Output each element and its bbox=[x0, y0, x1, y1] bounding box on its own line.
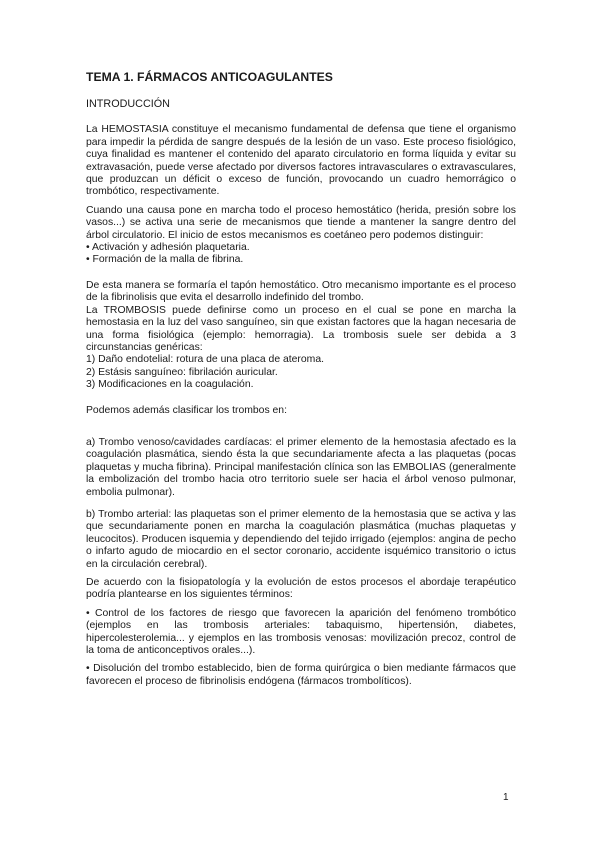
paragraph-trombo-arterial: b) Trombo arterial: las plaquetas son el primer elemento de la hemostasia que se activa y las que secundariamente ponen en marcha la coagulación plasmática (muchas plaquetas y leucocitos). Producen isquemia y dependiendo del tejido irrigado (ejemplos: angina de pecho o infarto agudo de miocardio en el sector coronario, accidente isquémico transitorio o ictus en la circulación cerebral). bbox=[86, 508, 516, 570]
bullet-formacion: • Formación de la malla de fibrina. bbox=[86, 254, 244, 266]
numbered-item-2: 2) Estásis sanguíneo: fibrilación auricular. bbox=[86, 366, 278, 378]
paragraph-hemostasia: La HEMOSTASIA constituye el mecanismo fundamental de defensa que tiene el organismo para impedir la pérdida de sangre después de la lesión de un vaso. Este proceso fisiológico, cuya finalidad es mantener el contenido del aparato circulatorio en forma líquida y evitar su extravasación, puede verse afectado por diversos factores intravasculares o extravasculares, que produzcan un déficit o exceso de función, provocando un cuadro hemorrágico o trombótico, respectivamente. bbox=[86, 124, 516, 198]
paragraph-trombo-venoso: a) Trombo venoso/cavidades cardíacas: el primer elemento de la hemostasia afectado es la coagulación plasmática, siendo ésta la que secundariamente afecta a las plaquetas (pocas plaquetas y mucha fibrina). Principal manifestación clínica son las EMBOLIAS (generalmente la embolización del trombo hacia otro territorio suele ser hacia el árbol venoso pulmonar, embolia pulmonar). bbox=[86, 436, 516, 498]
bullet-disolucion: • Disolución del trombo establecido, bien de forma quirúrgica o bien mediante fármacos que favorecen el proceso de fibrinolisis endógena (fármacos trombolíticos). bbox=[86, 663, 516, 687]
paragraph-trombosis: La TROMBOSIS puede definirse como un proceso en el cual se pone en marcha la hemostasia en la luz del vaso sanguíneo, sin que existan factores que la hagan necesaria de una forma fisiológica (ejemplo: hemorragia). La trombosis suele ser debida a 3 circunstancias genéricas: bbox=[86, 304, 516, 353]
paragraph-clasificar: Podemos además clasificar los trombos en: bbox=[86, 404, 287, 416]
paragraph-tapon: De esta manera se formaría el tapón hemostático. Otro mecanismo importante es el proceso de la fibrinolisis que evita el desarrollo indefinido del trombo. bbox=[86, 279, 516, 304]
paragraph-abordaje: De acuerdo con la fisiopatología y la evolución de estos procesos el abordaje terapéutico podría plantearse en los siguientes términos: bbox=[86, 577, 516, 601]
section-heading-introduccion: INTRODUCCIÓN bbox=[86, 98, 170, 110]
numbered-item-1: 1) Daño endotelial: rotura de una placa de ateroma. bbox=[86, 354, 324, 366]
paragraph-proceso-hemostatico: Cuando una causa pone en marcha todo el proceso hemostático (herida, presión sobre los vasos...) se activa una serie de mecanismos que tiende a mantener la sangre dentro del árbol circulatorio. El inicio de estos mecanismos es coetáneo pero podemos distinguir: bbox=[86, 204, 516, 241]
page-content bbox=[86, 70, 516, 688]
numbered-item-3: 3) Modificaciones en la coagulación. bbox=[86, 379, 254, 391]
page-number: 1 bbox=[503, 792, 509, 803]
page-title: TEMA 1. FÁRMACOS ANTICOAGULANTES bbox=[86, 70, 333, 84]
bullet-control-factores: • Control de los factores de riesgo que favorecen la aparición del fenómeno trombótico (ejemplos en las trombosis arteriales: tabaquismo, hipertensión, diabetes, hipercolesterolemia... y ejemplos en las trombosis venosas: movilización precoz, control de la toma de anticonceptivos orales...). bbox=[86, 607, 516, 657]
bullet-activacion: • Activación y adhesión plaquetaria. bbox=[86, 242, 250, 254]
